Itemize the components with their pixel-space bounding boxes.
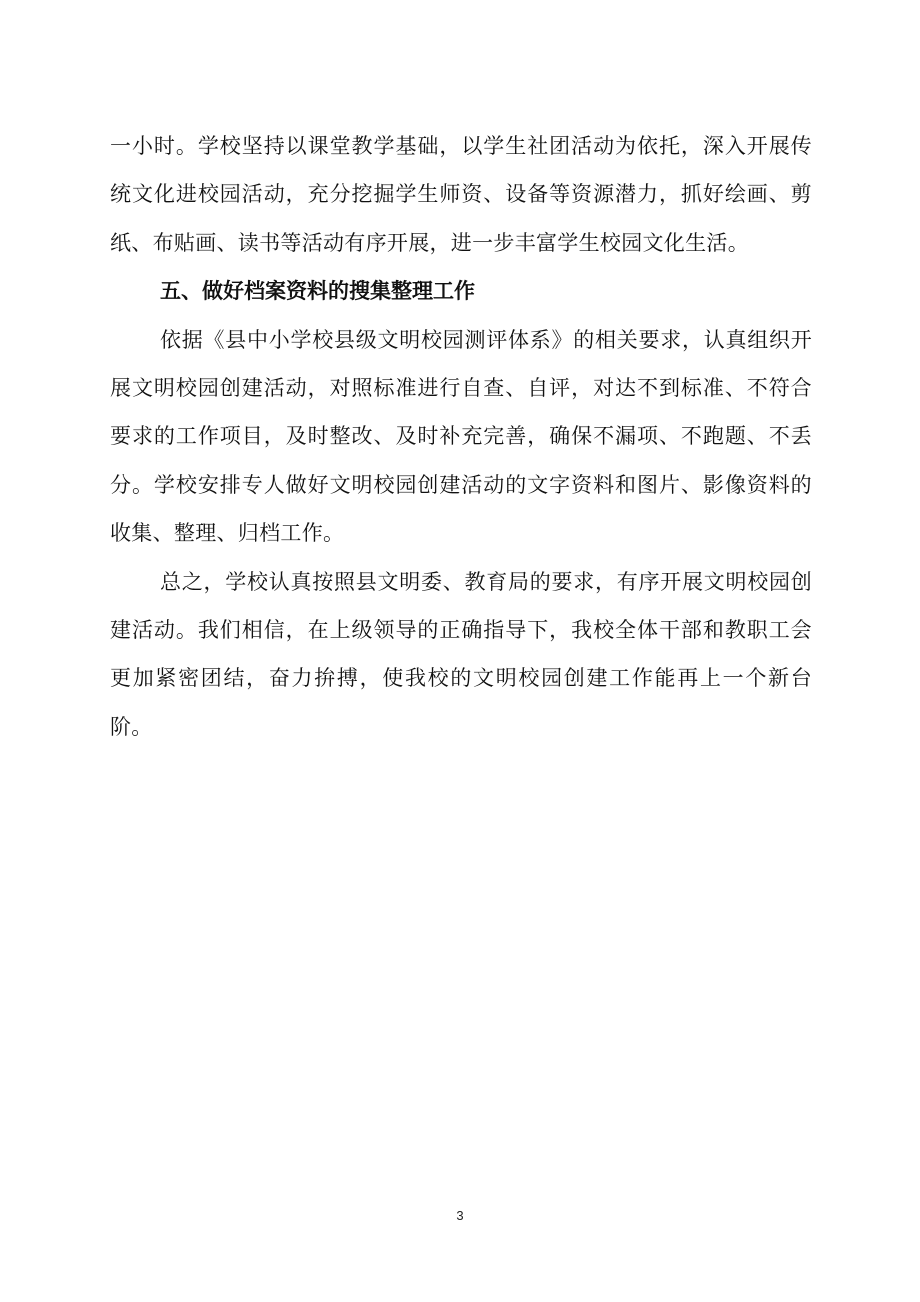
section-heading-five: 五、做好档案资料的搜集整理工作 bbox=[160, 279, 475, 304]
document-body bbox=[110, 122, 812, 751]
paragraph-summary: 总之，学校认真按照县文明委、教育局的要求，有序开展文明校园创建活动。我们相信，在上级领导的正确指导下，我校全体干部和教职工会更加紧密团结，奋力拚搏，使我校的文明校园创建工作能再上一个新台阶。 bbox=[110, 569, 812, 739]
paragraph-continuation: 一小时。学校坚持以课堂教学基础，以学生社团活动为依托，深入开展传统文化进校园活动，充分挖掘学生师资、设备等资源潜力，抓好绘画、剪纸、布贴画、读书等活动有序开展，进一步丰富学生校园文化生活。 bbox=[110, 134, 812, 255]
page-number: 3 bbox=[456, 1208, 464, 1223]
paragraph-archive-requirements: 依据《县中小学校县级文明校园测评体系》的相关要求，认真组织开展文明校园创建活动，对照标准进行自查、自评，对达不到标准、不符合要求的工作项目，及时整改、及时补充完善，确保不漏项、不跑题、不丢分。学校安排专人做好文明校园创建活动的文字资料和图片、影像资料的收集、整理、归档工作。 bbox=[110, 327, 812, 546]
